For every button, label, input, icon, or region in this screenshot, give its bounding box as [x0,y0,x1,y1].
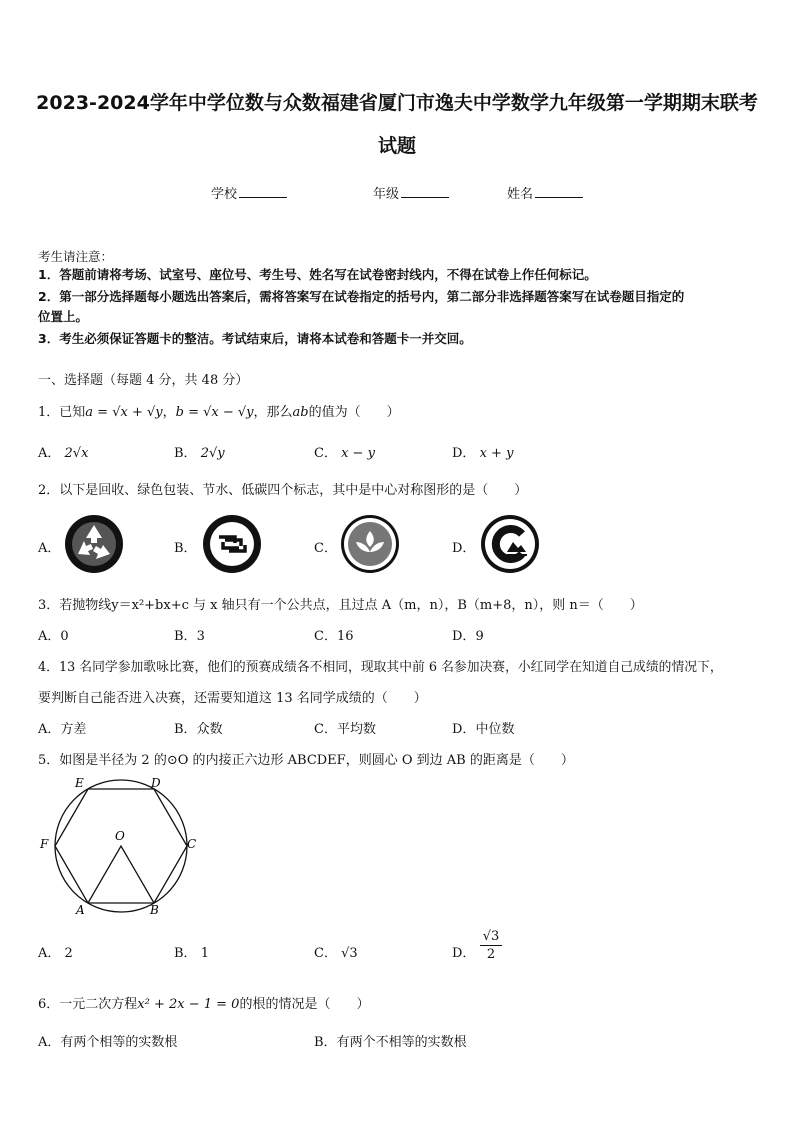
q2-number: 2． [38,483,60,498]
school-label: 学校 [211,187,238,202]
q1-option-a[interactable] [38,442,88,461]
q6-option-a[interactable] [38,1031,177,1050]
option-text: 中位数 [475,722,515,737]
option-text: 平均数 [336,722,376,737]
hexagon-figure [38,770,208,920]
q1-sep: ， [162,405,176,420]
q2-text: 以下是回收、绿色包装、节水、低碳四个标志，其中是中心对称图形的是（ ） [59,483,528,498]
q2-option-d[interactable] [452,537,475,556]
question-4 [38,656,723,675]
option-label: C． [314,446,337,461]
option-label: A． [38,722,61,737]
label-o: O [115,829,125,843]
q1-option-d[interactable] [452,442,513,461]
name-blank[interactable] [535,185,583,198]
option-text: 3 [196,629,205,644]
q4-option-a[interactable] [38,718,86,737]
q4-text-line1: 13 名同学参加歌咏比赛，他们的预赛成绩各不相同，现取其中前 6 名参加决赛，小红同学在知道自己成绩的情况下， [58,660,723,675]
option-text: 2√y [200,446,225,461]
question-1 [38,401,400,420]
label-f: F [40,837,49,851]
grade-blank[interactable] [401,185,449,198]
q3-option-d[interactable] [452,625,484,644]
q4-option-d[interactable] [452,718,514,737]
option-label: A． [38,1035,61,1050]
q1-text-end: 的值为（ ） [308,405,400,420]
page-title: 2023-2024学年中学位数与众数福建省厦门市逸夫中学数学九年级第一学期期末联考 [36,92,758,114]
q3-option-b[interactable] [174,625,205,644]
question-5 [38,749,574,768]
q6-text-pre: 一元二次方程 [59,997,138,1012]
option-label: C． [314,541,337,556]
q6-text-post: 的根的情况是（ ） [239,997,370,1012]
q4-number: 4． [38,660,59,675]
notice-heading: 考生请注意： [38,249,114,264]
option-text: 有两个不相等的实数根 [336,1035,467,1050]
q3-option-a[interactable] [38,625,69,644]
option-label: D． [452,722,476,737]
label-b: B [150,903,159,917]
q5-text: 如图是半径为 2 的⊙O 的内接正六边形 ABCDEF，则圆心 O 到边 AB 的距离是（ ） [59,753,574,768]
option-label: C． [314,946,337,961]
option-label: B． [174,541,197,556]
q3-option-c[interactable] [314,625,354,644]
label-e: E [75,776,84,790]
q1-expr-a: a = √x + √y [85,405,163,420]
option-label: D． [452,446,476,461]
label-c: C [187,837,197,851]
name-field [507,183,583,202]
school-blank[interactable] [239,185,287,198]
grade-label: 年级 [373,187,400,202]
q1-expr-b: b = √x − √y [175,405,254,420]
option-label: C． [314,629,337,644]
school-field [211,183,287,202]
option-text: 众数 [196,722,223,737]
q5-option-c[interactable] [314,942,358,961]
option-label: D． [452,629,476,644]
name-label: 姓名 [507,187,534,202]
option-text: x + y [479,446,514,461]
notice-item-3: 3．考生必须保证答题卡的整洁。考试结束后，请将本试卷和答题卡一并交回。 [38,331,472,346]
option-text: 1 [200,946,209,961]
question-6 [38,993,369,1012]
option-label: A． [38,541,61,556]
q3-text: 若抛物线y＝x²+bx+c 与 x 轴只有一个公共点，且过点 A（m，n），B（m+8，n），则 n＝（ ） [59,598,643,613]
q4-option-c[interactable] [314,718,376,737]
q5-number: 5． [38,753,60,768]
q1-option-b[interactable] [174,442,225,461]
notice-item-2: 2．第一部分选择题每小题选出答案后，需将答案写在试卷指定的括号内，第二部分非选择题答案写在试卷题目指定的 [38,289,685,304]
q1-text-post: ，那么 [253,405,293,420]
option-label: C． [314,722,337,737]
notice-item-2-cont: 位置上。 [38,309,89,324]
q5-option-b[interactable] [174,942,209,961]
question-2 [38,479,527,498]
label-d: D [151,776,161,790]
option-label: B． [174,946,197,961]
option-text: 有两个相等的实数根 [60,1035,178,1050]
option-label: A． [38,946,61,961]
option-text: 9 [475,629,484,644]
triangle-oab [88,846,154,903]
q6-number: 6． [38,997,60,1012]
q1-text-pre: 已知 [59,405,86,420]
q6-expr: x² + 2x − 1 = 0 [137,997,240,1012]
q1-var: ab [292,405,309,420]
q2-option-a[interactable] [38,537,60,556]
q2-option-b[interactable] [174,537,197,556]
label-a: A [76,903,85,917]
option-label: B． [174,446,197,461]
q6-option-b[interactable] [314,1031,467,1050]
option-text: 2 [64,946,73,961]
q5-option-d[interactable] [452,942,475,961]
option-label: D． [452,541,476,556]
fraction-denominator: 2 [486,947,496,962]
q1-option-c[interactable] [314,442,375,461]
water-saving-logo-icon [340,514,400,574]
q5-option-d-fraction [480,928,502,963]
option-text: √3 [341,946,358,961]
option-label: B． [314,1035,337,1050]
page-title-line2: 试题 [377,135,416,157]
q2-option-c[interactable] [314,537,337,556]
option-label: A． [38,446,61,461]
fraction-numerator: √3 [480,928,502,946]
q5-option-a[interactable] [38,942,73,961]
option-text: x − y [341,446,375,461]
option-label: B． [174,629,197,644]
recycle-logo-icon [64,514,124,574]
q3-number: 3． [38,598,60,613]
section-title: 一、选择题（每题 4 分，共 48 分） [38,373,249,388]
option-label: B． [174,722,197,737]
option-text: 0 [60,629,69,644]
question-3 [38,594,643,613]
q4-text-line2: 要判断自己能否进入决赛，还需要知道这 13 名同学成绩的（ ） [38,691,427,706]
q4-option-b[interactable] [174,718,223,737]
option-text: 方差 [60,722,87,737]
option-text: 16 [336,629,354,644]
notice-item-1: 1．答题前请将考场、试室号、座位号、考生号、姓名写在试卷密封线内，不得在试卷上作任何标记。 [38,267,597,282]
low-carbon-logo-icon [480,514,540,574]
grade-field [373,183,449,202]
option-label: A． [38,629,61,644]
q1-number: 1． [38,405,60,420]
option-label: D． [452,946,476,961]
option-text: 2√x [64,446,89,461]
green-package-logo-icon [202,514,262,574]
